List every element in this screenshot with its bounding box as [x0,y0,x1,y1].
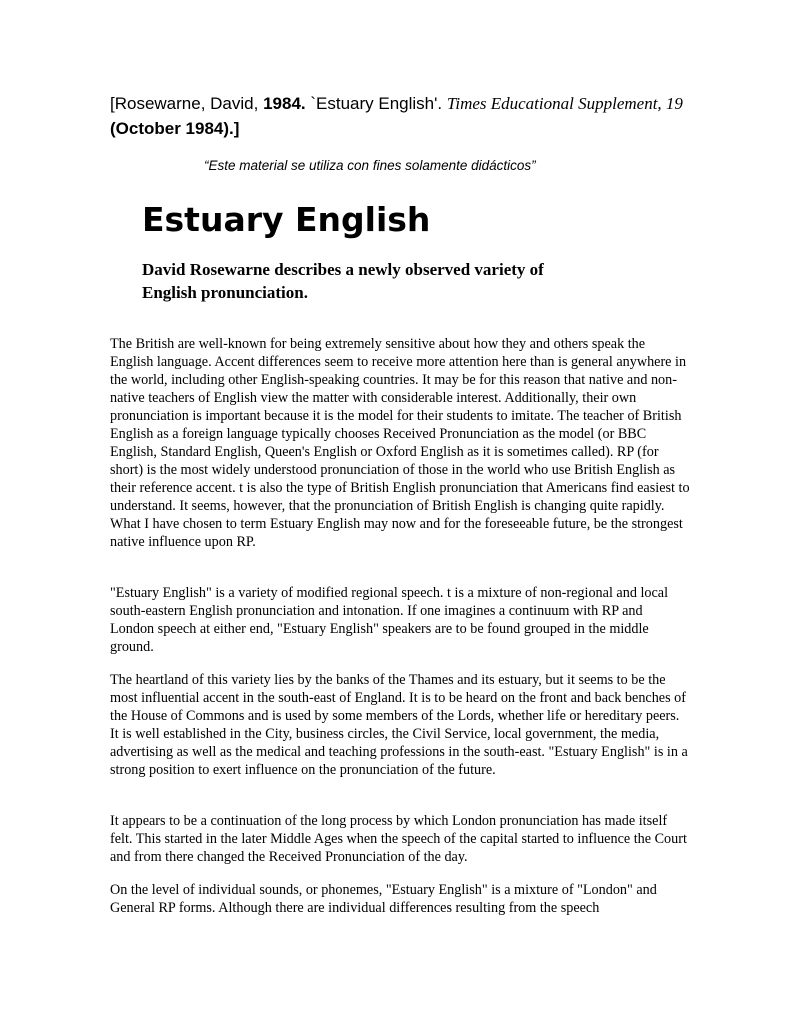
citation-date: (October 1984).] [110,119,240,138]
paragraph: It appears to be a continuation of the long process by which London pronunciation has made itself felt. This started in the later Middle Ages when the speech of the capital started to influence the Court and from there changed the Received Pronunciation of the day. [110,813,687,865]
article-subtitle: David Rosewarne describes a newly observed variety of English pronunciation. [142,260,544,302]
article-title: Estuary English [142,200,431,239]
disclaimer: “Este material se utiliza con fines solamente didácticos” [204,158,536,173]
citation-author: [Rosewarne, David, [110,94,264,113]
citation-article: `Estuary English'. [305,94,447,113]
citation [110,91,710,141]
paragraph: On the level of individual sounds, or phonemes, "Estuary English" is a mixture of "London" and General RP forms. Although there are individual differences resulting from the speech [110,882,657,916]
article-body [110,335,690,934]
paragraph: The British are well-known for being extremely sensitive about how they and others speak the English language. Accent differences seem to receive more attention here than is general anywhere in the world, including other English-speaking countries. It may be for this reason that native and non-native teachers of English view the matter with considerable interest. Additionally, their own pronunciation is important because it is the model for their students to imitate. The teacher of British English as a foreign language typically chooses Received Pronunciation as the model (or BBC English, Standard English, Queen's English or Oxford English as it is sometimes called). RP (for short) is the most widely understood pronunciation of those in the world who use British English as their reference accent. t is also the type of British English pronunciation that Americans find easiest to understand. It seems, however, that the pronunciation of British English is changing quite rapidly. What I have chosen to term Estuary English may now and for the foreseeable future, be the strongest native influence upon RP. [110,336,690,550]
paragraph: The heartland of this variety lies by the banks of the Thames and its estuary, but it seems to be the most influential accent in the south-east of England. It is to be heard on the front and back benches of the House of Commons and is used by some members of the Lords, whether life or hereditary peers. It is well established in the City, business circles, the Civil Service, local government, the media, advertising as well as the medical and teaching professions in the south-east. "Estuary English" is in a strong position to exert influence on the pronunciation of the future. [110,672,688,778]
paragraph: "Estuary English" is a variety of modified regional speech. t is a mixture of non-regional and local south-eastern English pronunciation and intonation. If one imagines a continuum with RP and London speech at either end, "Estuary English" speakers are to be found grouped in the middle ground. [110,585,669,655]
citation-journal: Times Educational Supplement, 19 [446,94,683,113]
citation-year: 1984. [263,94,306,113]
